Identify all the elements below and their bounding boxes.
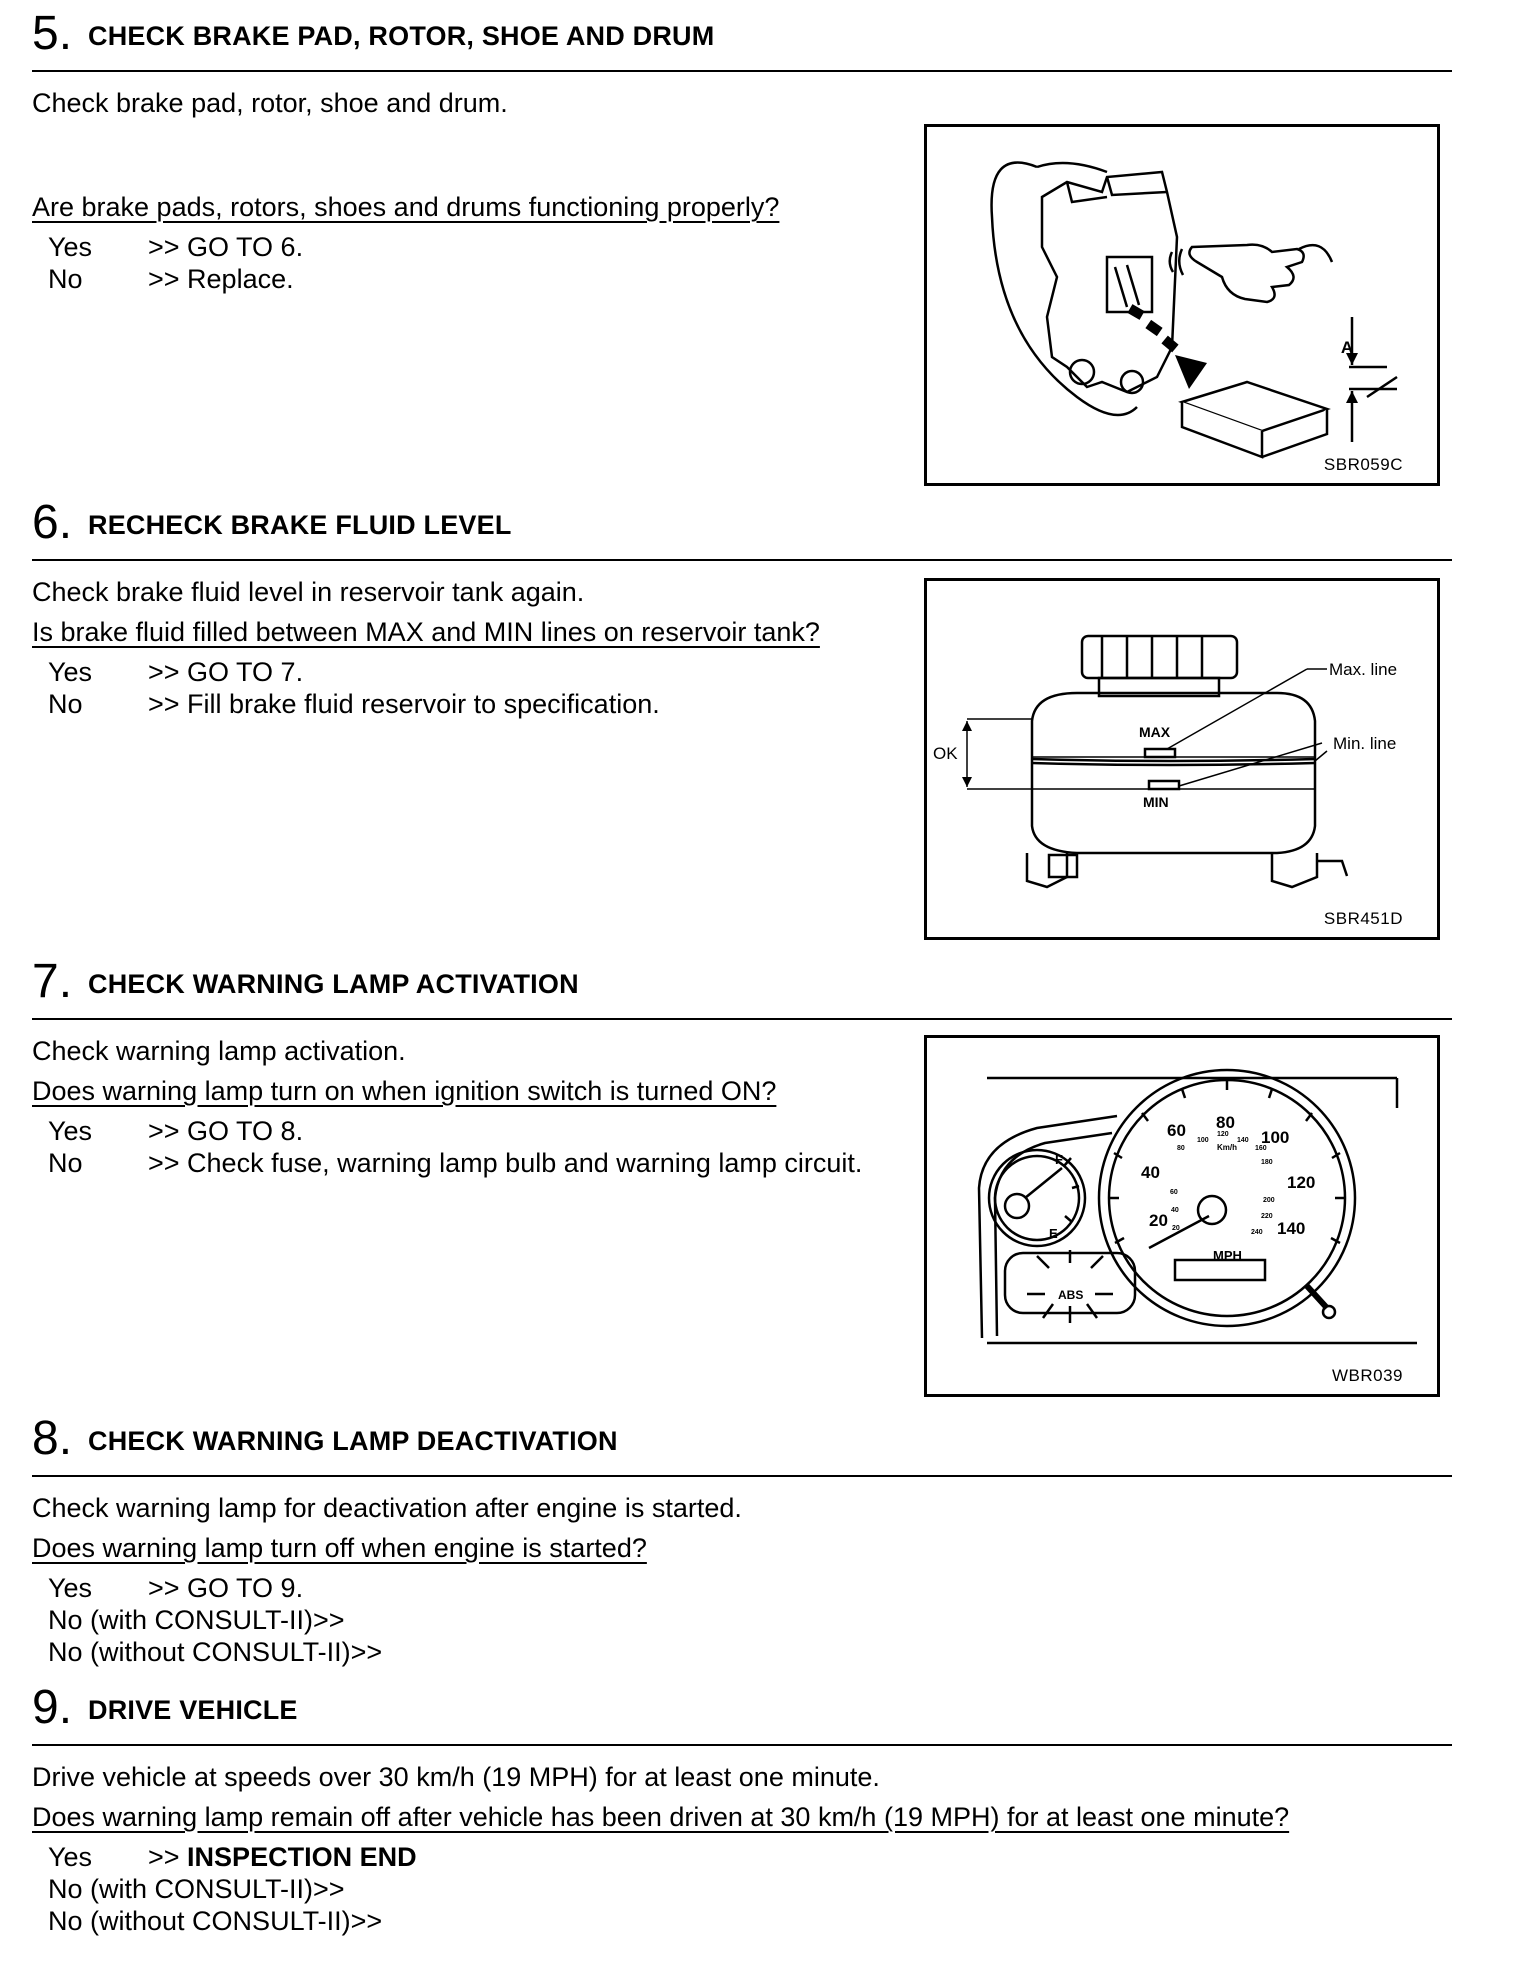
answer-no-label: No <box>48 264 83 294</box>
answer-yes-label: Yes <box>48 1116 93 1146</box>
question-text: Does warning lamp remain off after vehicle has been driven at 30 km/h (19 MPH) for at least one minute? <box>32 1802 1290 1832</box>
answer-no-consult-label: No (with CONSULT-II)>> <box>48 1605 345 1635</box>
instrument-cluster-illustration <box>927 1038 1437 1394</box>
question-text: Does warning lamp turn off when engine is started? <box>32 1533 647 1563</box>
kmh-tick-label: 40 <box>1171 1207 1179 1214</box>
step-number: 6. <box>32 496 73 549</box>
step-number: 5. <box>32 7 73 60</box>
instruction-text: Check warning lamp for deactivation after engine is started. <box>32 1493 742 1523</box>
answer-yes-prefix: >> <box>148 1842 188 1872</box>
step-9 <box>32 1681 1452 1936</box>
kmh-tick-label: 80 <box>1177 1145 1185 1152</box>
answer-yes-label: Yes <box>48 1573 93 1603</box>
figure-fluid-reservoir <box>924 578 1440 940</box>
kmh-tick-label: 240 <box>1251 1229 1263 1236</box>
ok-range-label: OK <box>933 744 958 763</box>
figure-brake-pad <box>924 124 1440 486</box>
figure-code: SBR059C <box>1323 455 1403 474</box>
heading-rule <box>32 1018 1452 1020</box>
step-number: 8. <box>32 1412 73 1465</box>
step-5 <box>32 7 1452 294</box>
mph-unit-label: MPH <box>1213 1248 1242 1263</box>
question-text: Is brake fluid filled between MAX and MIN lines on reservoir tank? <box>32 617 820 647</box>
kmh-tick-label: 100 <box>1197 1137 1209 1144</box>
heading-rule <box>32 70 1452 72</box>
kmh-tick-label: 120 <box>1217 1131 1229 1138</box>
mph-tick-label: 100 <box>1261 1128 1290 1147</box>
reservoir-illustration <box>927 581 1437 937</box>
max-mark-label: MAX <box>1139 724 1171 740</box>
fuel-full-label: F <box>1055 1152 1063 1167</box>
kmh-tick-label: 160 <box>1255 1145 1267 1152</box>
fuel-empty-label: E <box>1049 1226 1058 1241</box>
mph-tick-label: 140 <box>1277 1219 1306 1238</box>
step-header <box>32 1682 1452 1740</box>
question-text: Does warning lamp turn on when ignition switch is turned ON? <box>32 1076 777 1106</box>
step-title: CHECK BRAKE PAD, ROTOR, SHOE AND DRUM <box>88 21 715 51</box>
mph-tick-label: 20 <box>1149 1211 1168 1230</box>
step-header <box>32 956 1452 1014</box>
answer-no-action: >> Check fuse, warning lamp bulb and warning lamp circuit. <box>148 1148 863 1178</box>
step-header <box>32 8 1452 66</box>
step-title: CHECK WARNING LAMP ACTIVATION <box>88 969 579 999</box>
answer-yes-label: Yes <box>48 1842 93 1872</box>
step-title: RECHECK BRAKE FLUID LEVEL <box>88 510 512 540</box>
answer-no-action: >> Replace. <box>148 264 294 294</box>
answer-yes-label: Yes <box>48 657 93 687</box>
figure-code: WBR039 <box>1331 1366 1403 1385</box>
instruction-text: Drive vehicle at speeds over 30 km/h (19 MPH) for at least one minute. <box>32 1762 880 1792</box>
step-8 <box>32 1412 1452 1667</box>
answer-yes-label: Yes <box>48 232 93 262</box>
brake-pad-illustration <box>927 127 1437 483</box>
instruction-text: Check brake pad, rotor, shoe and drum. <box>32 88 508 118</box>
instruction-text: Check brake fluid level in reservoir tank again. <box>32 577 585 607</box>
step-number: 9. <box>32 1681 73 1734</box>
answer-no-label: No <box>48 689 83 719</box>
kmh-unit-label: Km/h <box>1217 1143 1237 1152</box>
heading-rule <box>32 1744 1452 1746</box>
answer-yes-action: >> GO TO 6. <box>148 232 304 262</box>
kmh-tick-label: 20 <box>1172 1225 1180 1232</box>
step-number: 7. <box>32 955 73 1008</box>
kmh-tick-label: 140 <box>1237 1137 1249 1144</box>
min-line-label: Min. line <box>1333 734 1397 753</box>
mph-tick-label: 120 <box>1287 1173 1316 1192</box>
answer-no-action: >> Fill brake fluid reservoir to specification. <box>148 689 660 719</box>
mph-tick-label: 40 <box>1141 1163 1160 1182</box>
answer-yes-action: >> GO TO 8. <box>148 1116 304 1146</box>
instruction-text: Check warning lamp activation. <box>32 1036 406 1066</box>
mph-tick-label: 80 <box>1216 1113 1235 1132</box>
heading-rule <box>32 1475 1452 1477</box>
step-title: CHECK WARNING LAMP DEACTIVATION <box>88 1426 618 1456</box>
kmh-tick-label: 180 <box>1261 1159 1273 1166</box>
abs-lamp-label: ABS <box>1058 1288 1084 1302</box>
kmh-tick-label: 60 <box>1170 1189 1178 1196</box>
answer-no-without-consult-label: No (without CONSULT-II)>> <box>48 1906 383 1936</box>
min-mark-label: MIN <box>1143 794 1169 810</box>
step-header <box>32 1413 1452 1471</box>
question-text: Are brake pads, rotors, shoes and drums functioning properly? <box>32 192 780 222</box>
mph-tick-label: 60 <box>1167 1121 1186 1140</box>
step-header <box>32 497 1452 555</box>
max-line-label: Max. line <box>1329 660 1398 679</box>
answer-yes-action <box>148 1844 417 1871</box>
figure-warning-lamp <box>924 1035 1440 1397</box>
kmh-tick-label: 200 <box>1263 1197 1275 1204</box>
dimension-a-label: A <box>1340 338 1354 357</box>
kmh-tick-label: 220 <box>1261 1213 1273 1220</box>
figure-code: SBR451D <box>1323 909 1403 928</box>
step-title: DRIVE VEHICLE <box>88 1695 298 1725</box>
answer-yes-action: >> GO TO 7. <box>148 657 304 687</box>
answer-no-without-consult-label: No (without CONSULT-II)>> <box>48 1637 383 1667</box>
heading-rule <box>32 559 1452 561</box>
answer-yes-action: >> GO TO 9. <box>148 1573 304 1603</box>
inspection-end-text: INSPECTION END <box>187 1842 417 1872</box>
answer-no-consult-label: No (with CONSULT-II)>> <box>48 1874 345 1904</box>
answer-no-label: No <box>48 1148 83 1178</box>
